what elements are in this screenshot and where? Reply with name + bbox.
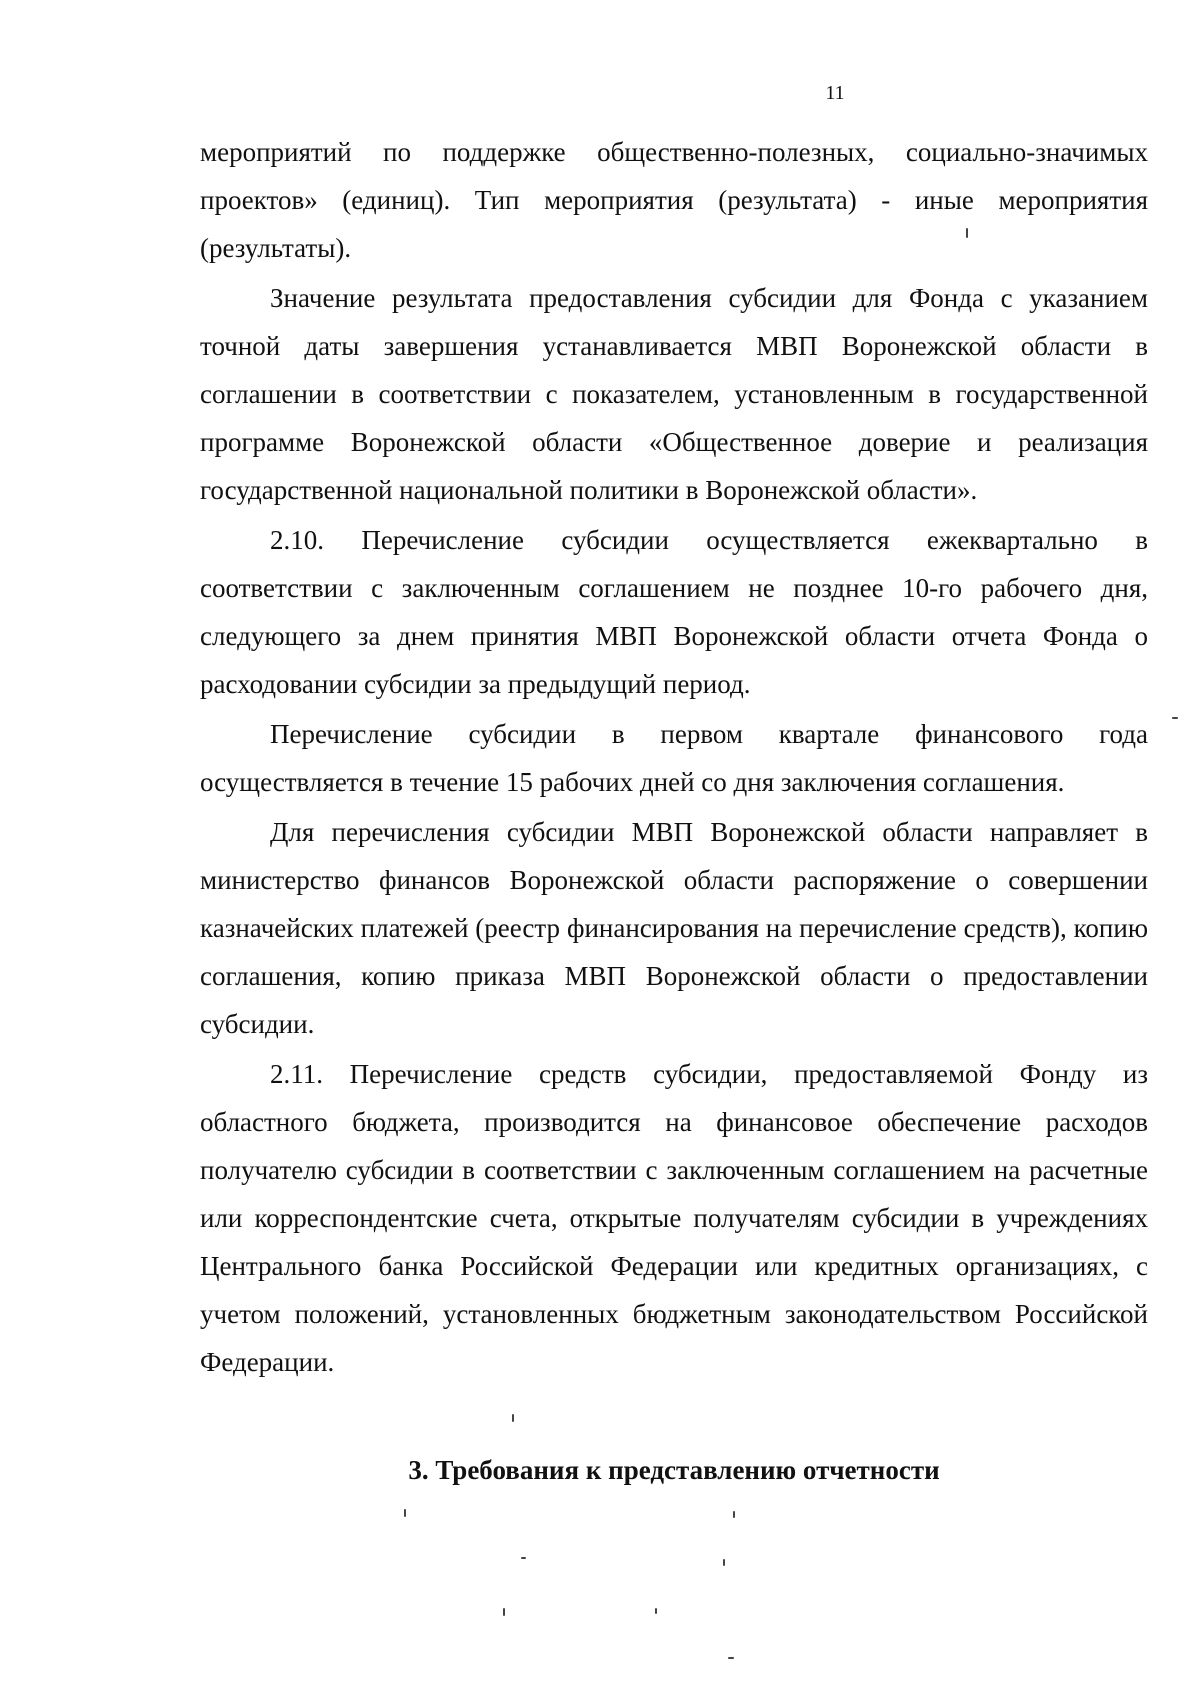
scan-speck: [1172, 717, 1178, 719]
paragraph-1: мероприятий по поддержке общественно-полезных, социально-значимых проектов» (единиц). Тип мероприятия (результата) - иные мероприятия (результаты).: [200, 137, 1148, 263]
section-heading: 3. Требования к представлению отчетности: [408, 1455, 940, 1485]
scan-speck: [655, 1608, 657, 1614]
paragraph-6: 2.11. Перечисление средств субсидии, предоставляемой Фонду из областного бюджета, производится на финансовое обеспечение расходов получателю субсидии в соответствии с заключенным соглашением на расчетные или корреспондентские счета, открытые получателям субсидии в учреждениях Центрального банка Российской Федерации или кредитных организациях, с учетом положений, установленных бюджетным законодательством Российской Федерации.: [200, 1059, 1148, 1377]
paragraph-4: Перечисление субсидии в первом квартале финансового года осуществляется в течение 15 рабочих дней со дня заключения соглашения.: [200, 719, 1148, 797]
scan-speck: [404, 1509, 406, 1517]
scan-speck: [733, 1511, 735, 1518]
body-text: [200, 128, 1148, 1386]
scan-speck: [521, 1557, 526, 1559]
scan-speck: [503, 1608, 505, 1616]
scan-speck: [723, 1559, 725, 1566]
paragraph-2: Значение результата предоставления субсидии для Фонда с указанием точной даты завершения устанавливается МВП Воронежской области в соглашении в соответствии с показателем, установленным в государственной программе Воронежской области «Общественное доверие и реализация государственной национальной политики в Воронежской области».: [200, 283, 1148, 505]
paragraph-5: Для перечисления субсидии МВП Воронежской области направляет в министерство финансов Воронежской области распоряжение о совершении казначейских платежей (реестр финансирования на перечисление средств), копию соглашения, копию приказа МВП Воронежской области о предоставлении субсидии.: [200, 817, 1148, 1039]
scan-speck: [512, 1414, 514, 1422]
scan-speck: [728, 1657, 734, 1659]
scan-speck: [966, 228, 968, 238]
page-number: 11: [825, 82, 845, 104]
paragraph-3: 2.10. Перечисление субсидии осуществляется ежеквартально в соответствии с заключенным соглашением не позднее 10-го рабочего дня, следующего за днем принятия МВП Воронежской области отчета Фонда о расходовании субсидии за предыдущий период.: [200, 525, 1148, 699]
